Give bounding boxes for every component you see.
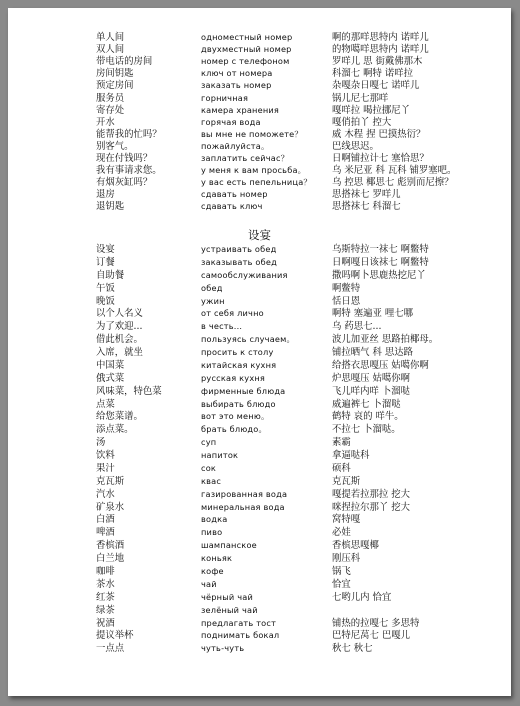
pronunciation: 乌 控思 椰思七 彪别而尼擦？ [332, 177, 454, 189]
chinese-term: 汽水 [96, 488, 115, 500]
chinese-term: 绿茶 [96, 604, 115, 616]
russian-term: квас [201, 475, 222, 486]
pronunciation: 乌 米尼亚 科 瓦科 铺罗塞吧。 [332, 165, 457, 177]
russian-term: заплатить сейчас？ [201, 153, 290, 163]
russian-term: китайская кухня [201, 359, 277, 370]
russian-term: зелёный чай [201, 604, 258, 615]
vocab-row [8, 566, 511, 577]
vocab-row [8, 105, 511, 116]
chinese-term: 祝酒 [96, 617, 115, 629]
russian-term: чуть-чуть [201, 643, 245, 654]
vocab-row [8, 141, 511, 152]
chinese-term: 自助餐 [96, 269, 125, 281]
chinese-term: 能帮我的忙吗？ [96, 128, 162, 140]
pronunciation: 拿逼哒科 [332, 450, 370, 462]
chinese-term: 现在付钱吗？ [96, 153, 153, 164]
chinese-term: 设宴 [96, 244, 115, 255]
pronunciation: 炉思嘎压 姑噶你啊 [332, 372, 410, 384]
pronunciation: 七哟儿内 恰宜 [332, 591, 392, 603]
pronunciation: 嘎俏拍丫 控大 [332, 116, 392, 128]
chinese-term: 以个人名义 [96, 308, 143, 320]
russian-term: пользуясь случаем。 [201, 334, 295, 345]
chinese-term: 退房 [96, 189, 115, 201]
pronunciation: 日啊铺拉计七 塞恰思？ [332, 153, 429, 164]
chinese-term: 我有事请求您。 [96, 165, 162, 177]
russian-term: одноместный номер [201, 32, 293, 42]
russian-term: предлагать тост [201, 617, 277, 628]
russian-term: ужин [201, 295, 225, 306]
russian-term: ключ от номера [201, 68, 273, 79]
pronunciation: 克瓦斯 [332, 475, 361, 487]
pronunciation: 锅飞 [332, 566, 351, 577]
chinese-term: 有烟灰缸吗？ [96, 177, 153, 189]
chinese-term: 为了欢迎... [96, 321, 143, 333]
chinese-term: 点菜 [96, 398, 115, 410]
pronunciation: 秋七 秋七 [332, 643, 373, 655]
vocab-row [8, 437, 511, 448]
russian-term: поднимать бокал [201, 630, 280, 641]
russian-term: водка [201, 514, 228, 525]
chinese-term: 午饭 [96, 282, 115, 294]
russian-term: просить к столу [201, 347, 274, 358]
chinese-term: 带电话的房间 [96, 56, 153, 68]
vocab-row [8, 605, 511, 616]
chinese-term: 借此机会。 [96, 334, 143, 346]
chinese-term: 开水 [96, 116, 115, 128]
pronunciation: 窝特嘎 [332, 514, 361, 526]
chinese-term: 房间钥匙 [96, 68, 134, 80]
russian-term: суп [201, 437, 217, 448]
pronunciation: 啊的那咩思特内 诺咩儿 [332, 32, 429, 43]
russian-term: напиток [201, 450, 239, 461]
vocab-row [8, 56, 511, 67]
vocab-row [8, 117, 511, 128]
pronunciation: 威遍裤七 卜溜哒 [332, 398, 401, 410]
russian-term: фирменные блюда [201, 385, 286, 396]
chinese-term: 一点点 [96, 643, 125, 655]
vocab-row [8, 579, 511, 590]
vocab-row [8, 244, 511, 255]
russian-term: от себя лично [201, 308, 264, 319]
pronunciation: 啊鳖特 [332, 282, 361, 294]
vocab-row [8, 201, 511, 212]
russian-term: шампанское [201, 540, 257, 551]
pronunciation: 罗咩儿 思 街戴佛那木 [332, 56, 423, 68]
russian-term: коньяк [201, 553, 233, 564]
pronunciation: 杂嘎杂日嘎七 诺咩儿 [332, 80, 420, 92]
russian-term: брать блюдо。 [201, 424, 267, 435]
russian-term: двухместный номер [201, 44, 292, 55]
vocab-row [8, 283, 511, 294]
vocab-row [8, 257, 511, 268]
pronunciation: 恰宜 [332, 578, 351, 590]
vocab-row [8, 270, 511, 281]
vocab-row [8, 44, 511, 55]
pronunciation: 嘎咩拉 喝拉挪尼丫 [332, 104, 410, 116]
vocab-row [8, 308, 511, 319]
chinese-term: 添点菜。 [96, 424, 134, 436]
russian-term: заказать номер [201, 80, 272, 91]
chinese-term: 退钥匙 [96, 201, 125, 213]
pronunciation: 给搭衣思嘎压 姑噶你啊 [332, 359, 429, 371]
chinese-term: 订餐 [96, 256, 115, 268]
chinese-term: 单人间 [96, 32, 125, 43]
vocab-row [8, 489, 511, 500]
vocab-row [8, 347, 511, 358]
pronunciation: 不拉七 卜溜哒。 [332, 424, 401, 436]
vocab-row [8, 165, 511, 176]
vocab-row [8, 527, 511, 538]
russian-term: вот это меню。 [201, 411, 270, 422]
section-heading: 设宴 [248, 228, 271, 242]
pronunciation: 素霸 [332, 437, 351, 449]
pronunciation: 香槟思嘎椰 [332, 540, 379, 552]
vocab-row [8, 476, 511, 487]
vocab-row [8, 618, 511, 629]
chinese-term: 啤酒 [96, 527, 115, 539]
pronunciation: 乌 药思七... [332, 321, 382, 333]
vocab-row [8, 32, 511, 43]
vocab-row [8, 399, 511, 410]
pronunciation: 的物噶咩思特内 诺咩儿 [332, 44, 429, 56]
chinese-term: 红茶 [96, 591, 115, 603]
vocab-row [8, 93, 511, 104]
vocab-row [8, 424, 511, 435]
vocab-row [8, 177, 511, 188]
chinese-term: 咖啡 [96, 566, 115, 577]
russian-term: устраивать обед [201, 244, 277, 254]
chinese-term: 俄式菜 [96, 372, 125, 384]
russian-term: чёрный чай [201, 591, 253, 602]
pronunciation: 巴特尼莴七 巴嘎儿 [332, 630, 410, 642]
russian-term: горячая вода [201, 116, 261, 127]
vocab-row [8, 360, 511, 371]
pronunciation: 巴线思迟。 [332, 140, 379, 152]
russian-term: газированная вода [201, 488, 288, 499]
vocab-row [8, 411, 511, 422]
chinese-term: 双人间 [96, 44, 125, 56]
chinese-term: 汤 [96, 437, 106, 449]
russian-term: русская кухня [201, 372, 266, 383]
russian-term: камера хранения [201, 104, 280, 115]
pronunciation: 飞儿咩内咩 卜溜哒 [332, 385, 410, 397]
russian-term: пиво [201, 527, 223, 538]
russian-term: выбирать блюдо [201, 398, 276, 409]
chinese-term: 预定房间 [96, 80, 134, 92]
russian-term: кофе [201, 566, 224, 576]
vocab-row [8, 80, 511, 91]
pronunciation: 波儿加亚丝 思路拍椰母。 [332, 334, 439, 346]
vocab-row [8, 321, 511, 332]
chinese-term: 茶水 [96, 578, 115, 590]
vocab-row [8, 463, 511, 474]
pronunciation: 撒吗啊卜思鹿热挖尼丫 [332, 269, 426, 281]
vocab-row [8, 189, 511, 200]
russian-term: сдавать ключ [201, 201, 263, 212]
pronunciation: 啊特 塞遍亚 哩七哪 [332, 308, 413, 320]
pronunciation: 锅儿尼七那咩 [332, 92, 389, 104]
chinese-term: 寄存处 [96, 104, 125, 116]
pronunciation: 硕科 [332, 462, 351, 474]
russian-term: номер с телефоном [201, 56, 290, 67]
vocab-row [8, 592, 511, 603]
vocab-row [8, 296, 511, 307]
pronunciation: 日啊嘎日该袜七 啊鳖特 [332, 256, 429, 268]
chinese-term: 提议举杯 [96, 630, 134, 642]
russian-term: минеральная вода [201, 501, 285, 512]
pronunciation: 必娃 [332, 527, 351, 539]
chinese-term: 晚饭 [96, 295, 115, 307]
pronunciation: 思搭袜七 罗咩儿 [332, 189, 401, 201]
chinese-term: 白酒 [96, 514, 115, 526]
pronunciation: 思搭袜七 科溜七 [332, 201, 401, 213]
russian-term: чай [201, 578, 217, 589]
chinese-term: 别客气。 [96, 140, 134, 152]
pronunciation: 鹤特 哀的 咩牛。 [332, 411, 404, 423]
vocab-row [8, 373, 511, 384]
pronunciation: 恬日恩 [332, 295, 361, 307]
pronunciation: 咪捏拉尔那丫 挖大 [332, 501, 410, 513]
pronunciation: 刚压科 [332, 553, 361, 565]
document-page [8, 8, 511, 696]
chinese-term: 入席，就坐 [96, 347, 143, 359]
russian-term: сок [201, 462, 217, 473]
pronunciation: 嘎提若拉那拉 挖大 [332, 488, 410, 500]
chinese-term: 中国菜 [96, 359, 125, 371]
russian-term: пожайлуйста。 [201, 140, 270, 151]
russian-term: у меня к вам просьба。 [201, 165, 307, 176]
chinese-term: 果汁 [96, 462, 115, 474]
chinese-term: 饮料 [96, 450, 115, 462]
vocab-row [8, 553, 511, 564]
vocab-row [8, 153, 511, 164]
chinese-term: 香槟酒 [96, 540, 125, 552]
russian-term: у вас есть пепельница？ [201, 177, 312, 188]
vocab-row [8, 334, 511, 345]
russian-term: обед [201, 282, 223, 293]
pronunciation: 铺拉晒气 科 思达路 [332, 347, 413, 359]
vocab-row [8, 630, 511, 641]
vocab-row [8, 502, 511, 513]
pronunciation: 威 木程 捏 巴摸热衍？ [332, 128, 426, 140]
vocab-row [8, 540, 511, 551]
russian-term: самообслуживания [201, 269, 288, 280]
vocab-row [8, 129, 511, 140]
russian-term: горничная [201, 92, 249, 103]
vocab-row [8, 68, 511, 79]
chinese-term: 风味菜，特色菜 [96, 385, 162, 397]
russian-term: вы мне не поможете？ [201, 128, 303, 139]
pronunciation: 铺热的拉嘎七 多思特 [332, 617, 420, 629]
russian-term: сдавать номер [201, 189, 268, 200]
chinese-term: 白兰地 [96, 553, 125, 565]
chinese-term: 矿泉水 [96, 501, 125, 513]
chinese-term: 克瓦斯 [96, 475, 125, 487]
russian-term: заказывать обед [201, 256, 277, 267]
vocab-row [8, 386, 511, 397]
vocab-row [8, 450, 511, 461]
chinese-term: 给您菜谱。 [96, 411, 143, 423]
chinese-term: 服务员 [96, 92, 125, 104]
pronunciation: 乌斯特拉一袜七 啊鳖特 [332, 244, 429, 255]
pronunciation: 科溜七 啊特 诺咩拉 [332, 68, 413, 80]
russian-term: в честь... [201, 321, 243, 332]
vocab-row [8, 514, 511, 525]
vocab-row [8, 643, 511, 654]
